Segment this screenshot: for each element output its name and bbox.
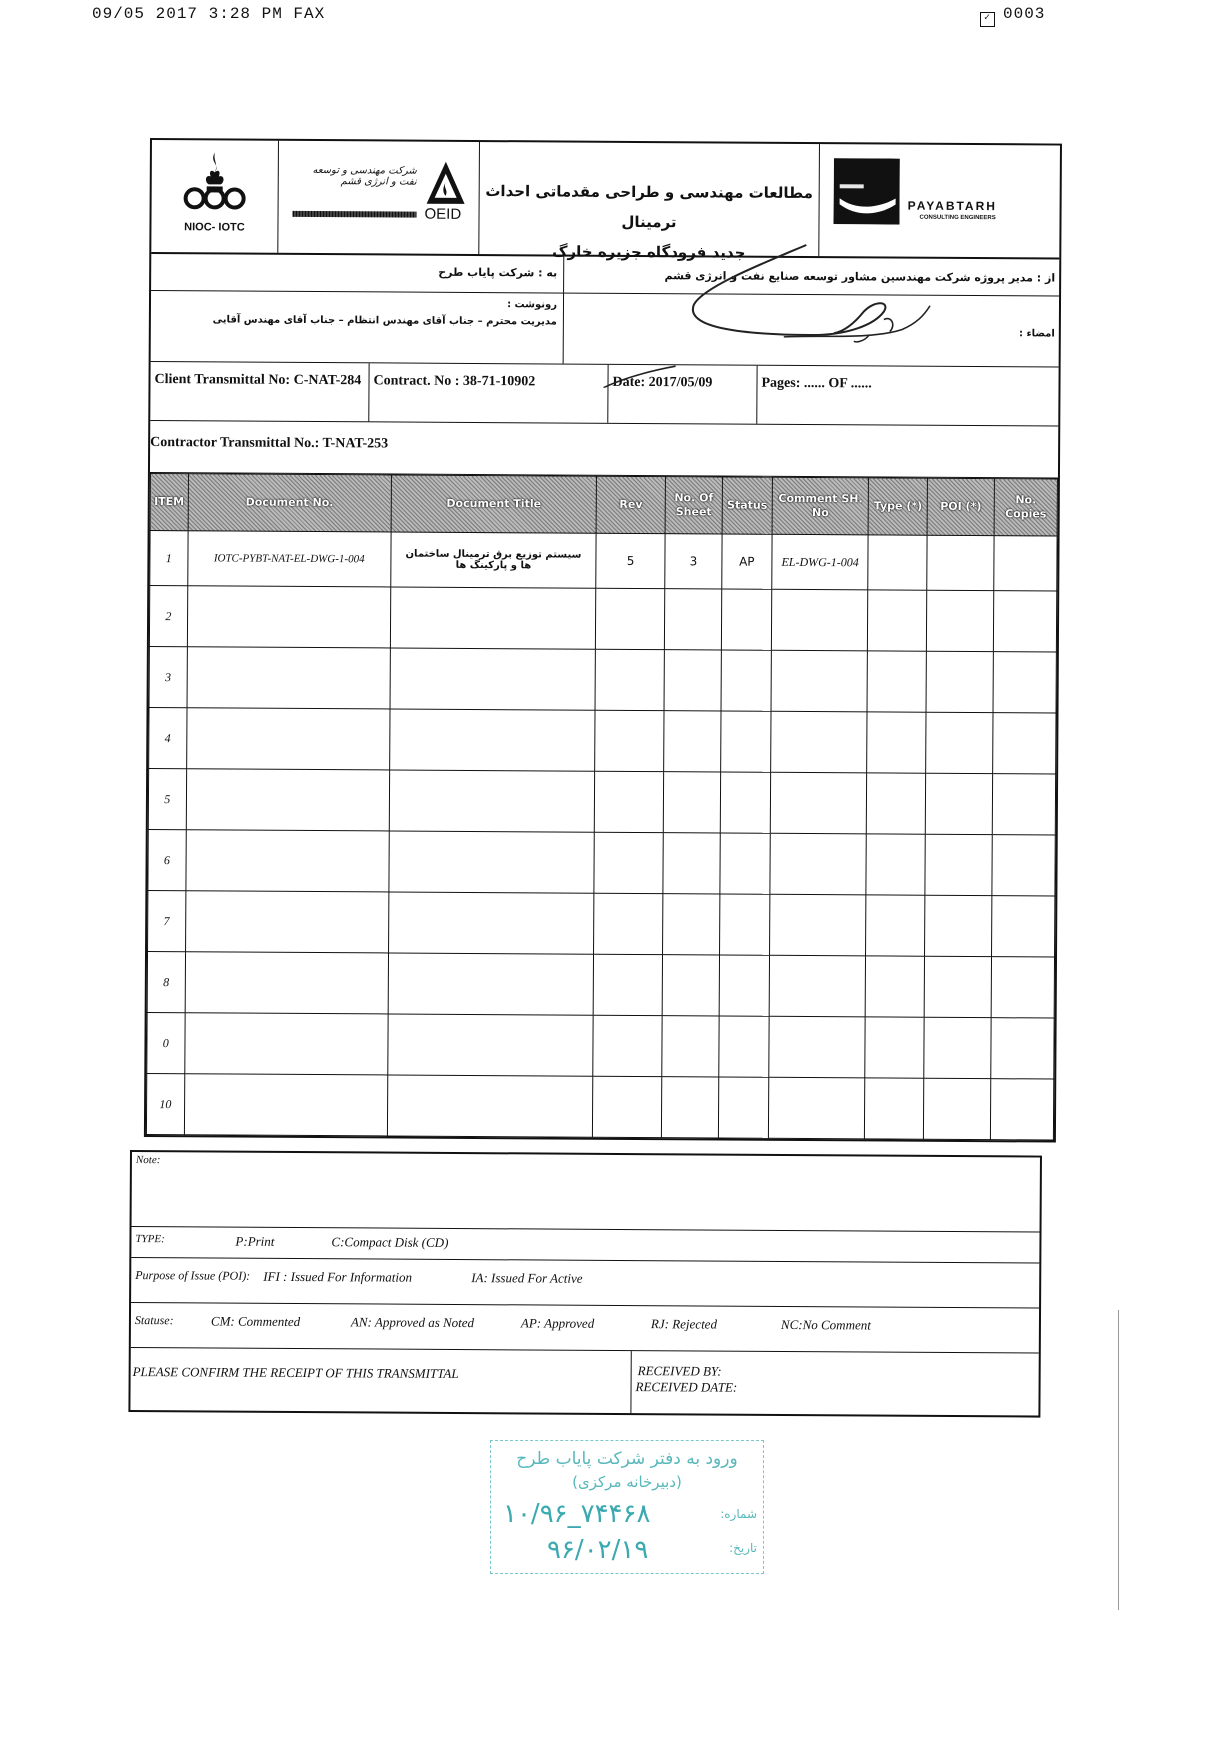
cell-comment-sheet — [768, 1077, 865, 1139]
cell-sheets: 3 — [665, 534, 722, 589]
cell-item: 4 — [149, 708, 187, 769]
cell-type — [867, 712, 926, 773]
cell-status — [718, 1077, 769, 1138]
stamp-line1: ورود به دفتر شرکت پایاب طرح — [516, 1449, 738, 1469]
cell-document-no — [186, 708, 390, 770]
cell-status — [719, 1016, 770, 1077]
table-row — [149, 708, 1056, 775]
cell-type — [866, 895, 925, 956]
table-row — [148, 830, 1055, 897]
table-row — [147, 1012, 1054, 1079]
cc-text: مدیریت محترم – جناب آقای مهندس انتظام – جناب آقای مهندس آقایی — [212, 314, 557, 328]
cell-status: AP — [722, 534, 773, 589]
cell-item: 5 — [148, 769, 186, 830]
stamp-date: ۹۶/۰۲/۱۹ — [547, 1535, 649, 1565]
cell-sheets — [664, 772, 721, 833]
cell-rev — [593, 1076, 662, 1137]
oeid-bar — [293, 211, 417, 218]
contract-no: Contract. No : 38-71-10902 — [369, 363, 608, 422]
col-status: Status — [722, 477, 773, 534]
cell-poi — [924, 1017, 991, 1078]
status-an: AN: Approved as Noted — [350, 1314, 475, 1331]
cell-poi — [925, 773, 992, 834]
oeid-text: OEID — [424, 205, 462, 223]
table-row — [150, 531, 1057, 592]
cell-type — [865, 1017, 924, 1078]
to-field: به : شرکت پایاب طرح — [151, 254, 564, 293]
cell-item: 7 — [148, 891, 186, 952]
table-row — [146, 1073, 1053, 1140]
from-field: از : مدیر پروژه شرکت مهندسین مشاور توسعه صنایع نفت و انرژی قشم — [664, 269, 1056, 285]
cell-copies — [994, 536, 1057, 591]
type-cd: C:Compact Disk (CD) — [331, 1234, 449, 1250]
stamp-line2: (دبیرخانه مرکزی) — [572, 1473, 682, 1491]
cell-poi — [926, 590, 993, 651]
col-document-title: Document Title — [391, 475, 597, 533]
cell-document-title — [387, 1075, 593, 1137]
cell-status — [719, 894, 770, 955]
cell-sheets — [664, 711, 721, 772]
stamp-number-label: شماره: — [720, 1507, 757, 1521]
col-poi: POI (*) — [927, 478, 994, 535]
cell-status — [720, 772, 771, 833]
cell-document-no — [186, 830, 390, 892]
flame-icon — [175, 148, 255, 212]
cell-type — [865, 1078, 924, 1139]
confirm-receipt-cell — [130, 1348, 631, 1413]
fax-page-number — [980, 5, 1045, 27]
cell-rev — [595, 649, 664, 710]
cell-comment-sheet — [769, 1016, 866, 1078]
handwritten-signature — [583, 238, 944, 390]
cell-status — [721, 650, 772, 711]
cell-rev: 5 — [596, 533, 665, 588]
cell-document-title — [389, 770, 595, 832]
poi-ia: IA: Issued For Active — [471, 1270, 583, 1286]
status-rj: RJ: Rejected — [650, 1316, 718, 1332]
cell-type — [868, 590, 927, 651]
table-row — [149, 647, 1056, 714]
cell-type — [867, 773, 926, 834]
cell-document-title: سیستم توزیع برق ترمینال ساختمان ها و پارکینگ ها — [391, 532, 597, 588]
stamp-date-label: تاریخ: — [729, 1541, 757, 1555]
nioc-caption: NIOC- IOTC — [184, 221, 245, 234]
table-row — [148, 891, 1055, 958]
cell-poi — [923, 1078, 990, 1139]
oeid-logo — [278, 141, 480, 254]
cell-document-title — [388, 892, 594, 954]
cc-label: رونوشت : — [507, 299, 558, 311]
note-row — [132, 1152, 1040, 1233]
cell-comment-sheet — [771, 650, 868, 712]
status-cm: CM: Commented — [210, 1313, 301, 1330]
cell-item: 1 — [150, 531, 188, 586]
cell-copies — [991, 1018, 1054, 1079]
cell-copies — [993, 713, 1056, 774]
cell-poi — [925, 895, 992, 956]
scan-edge-line — [1118, 1310, 1119, 1610]
cell-poi — [925, 834, 992, 895]
cell-copies — [993, 591, 1056, 652]
oeid-triangle-icon — [425, 160, 467, 212]
type-label: TYPE: — [135, 1233, 165, 1246]
cell-item: 2 — [149, 586, 187, 647]
cell-document-title — [390, 648, 596, 710]
cell-document-title — [390, 587, 596, 649]
col-copies: No. Copies — [994, 479, 1057, 536]
cell-document-no: IOTC-PYBT-NAT-EL-DWG-1-004 — [187, 531, 391, 587]
cell-comment-sheet — [771, 711, 868, 773]
cell-document-no — [187, 647, 391, 709]
status-ap: AP: Approved — [520, 1315, 595, 1331]
status-label: Statuse: — [134, 1313, 174, 1328]
cell-item: 10 — [146, 1073, 184, 1134]
cell-document-no — [186, 769, 390, 831]
cell-status — [719, 955, 770, 1016]
cell-poi — [926, 651, 993, 712]
col-type: Type (*) — [868, 478, 927, 535]
documents-table — [146, 473, 1058, 1141]
table-header — [150, 474, 1057, 537]
signature-field — [564, 294, 1059, 367]
reception-stamp — [490, 1440, 764, 1574]
poi-ifi: IFI : Issued For Information — [263, 1268, 413, 1285]
cell-copies — [991, 957, 1054, 1018]
project-title-line1: مطالعات مهندسی و طراحی مقدماتی احداث ترمینال — [485, 182, 814, 232]
cell-item: 8 — [147, 952, 185, 1013]
receipt-row — [130, 1348, 1038, 1416]
client-transmittal-no: Client Transmittal No: C-NAT-284 — [150, 362, 369, 421]
payabtarh-name: PAYABTARH — [907, 198, 998, 214]
status-legend-row — [131, 1303, 1039, 1354]
cell-poi — [924, 956, 991, 1017]
cell-document-no — [184, 1074, 388, 1136]
cell-document-no — [184, 1013, 388, 1075]
contractor-transmittal-no: Contractor Transmittal No.: T-NAT-253 — [150, 421, 1058, 479]
cell-document-no — [185, 952, 389, 1014]
cell-copies — [992, 774, 1055, 835]
cell-item: 6 — [148, 830, 186, 891]
legend-footer — [128, 1150, 1042, 1418]
cell-document-title — [390, 709, 596, 771]
confirm-receipt-text: PLEASE CONFIRM THE RECEIPT OF THIS TRANSMITTAL — [132, 1364, 459, 1382]
cell-status — [720, 833, 771, 894]
cell-sheets — [664, 650, 721, 711]
stamp-number: ۱۰/۹۶_۷۴۴۶۸ — [503, 1499, 651, 1529]
cell-sheets — [662, 955, 719, 1016]
fax-page-value: 0003 — [1003, 5, 1046, 23]
cell-poi — [926, 712, 993, 773]
cell-document-title — [389, 831, 595, 893]
status-nc: NC:No Comment — [780, 1316, 871, 1333]
checkbox-icon: ✓ — [980, 12, 995, 27]
cell-rev — [594, 771, 663, 832]
cell-type — [867, 651, 926, 712]
cell-comment-sheet — [770, 894, 867, 956]
cell-sheets — [663, 833, 720, 894]
cell-sheets — [662, 1077, 719, 1138]
cell-copies — [992, 896, 1055, 957]
table-row — [148, 769, 1055, 836]
payabtarh-mark-icon — [833, 158, 899, 224]
col-document-no: Document No. — [188, 474, 392, 532]
col-item: ITEM — [150, 474, 188, 531]
cell-rev — [595, 710, 664, 771]
transmittal-form — [144, 138, 1062, 1143]
cell-copies — [992, 835, 1055, 896]
fax-timestamp: 09/05 2017 3:28 PM FAX — [92, 5, 326, 23]
cell-status — [720, 711, 771, 772]
poi-label: Purpose of Issue (POI): — [135, 1268, 251, 1283]
poi-legend-row — [131, 1258, 1039, 1309]
type-print: P:Print — [235, 1233, 275, 1249]
cell-type — [866, 834, 925, 895]
project-title-line2: جدید فرودگاه جزیره خارگ — [552, 242, 746, 262]
cell-comment-sheet: EL-DWG-1-004 — [772, 534, 869, 590]
col-rev: Rev — [596, 476, 665, 533]
cell-status — [721, 589, 772, 650]
col-sheets: No. Of Sheet — [665, 477, 722, 534]
cell-rev — [594, 893, 663, 954]
cell-document-no — [185, 891, 389, 953]
cell-comment-sheet — [770, 833, 867, 895]
cell-sheets — [663, 894, 720, 955]
cell-type — [868, 535, 927, 590]
oeid-company-name: شرکت مهندسی و توسعه نفت و انرژی قشم — [312, 164, 417, 188]
cell-sheets — [665, 589, 722, 650]
cell-document-no — [187, 586, 391, 648]
cell-item: 0 — [147, 1012, 185, 1073]
cell-comment-sheet — [770, 772, 867, 834]
cell-comment-sheet — [769, 955, 866, 1017]
cell-document-title — [388, 1014, 594, 1076]
payabtarh-sub: CONSULTING ENGINEERS — [919, 214, 996, 222]
cell-item: 3 — [149, 647, 187, 708]
cell-copies — [993, 652, 1056, 713]
cell-poi — [927, 535, 994, 590]
cc-field — [151, 291, 564, 364]
note-label: Note: — [135, 1154, 161, 1167]
table-row — [149, 586, 1056, 653]
cell-rev — [596, 588, 665, 649]
received-date: RECEIVED DATE: — [635, 1379, 738, 1395]
cc-row — [151, 291, 1059, 368]
cell-document-title — [388, 953, 594, 1015]
received-cell — [631, 1351, 1038, 1415]
nioc-logo — [151, 140, 279, 253]
cell-rev — [593, 954, 662, 1015]
received-by: RECEIVED BY: — [637, 1363, 722, 1379]
pages-field: Pages: ...... OF ...... — [761, 375, 872, 392]
cell-rev — [593, 1015, 662, 1076]
col-comment-sheet: Comment SH. No — [772, 477, 869, 535]
signature-label: امضاء : — [1018, 328, 1055, 340]
cell-copies — [990, 1079, 1053, 1140]
table-row — [147, 952, 1054, 1019]
cell-rev — [594, 832, 663, 893]
cell-comment-sheet — [771, 589, 868, 651]
cell-type — [866, 956, 925, 1017]
table-body — [146, 531, 1057, 1141]
cell-sheets — [662, 1016, 719, 1077]
transmittal-date: Date: 2017/05/09 — [608, 365, 757, 424]
